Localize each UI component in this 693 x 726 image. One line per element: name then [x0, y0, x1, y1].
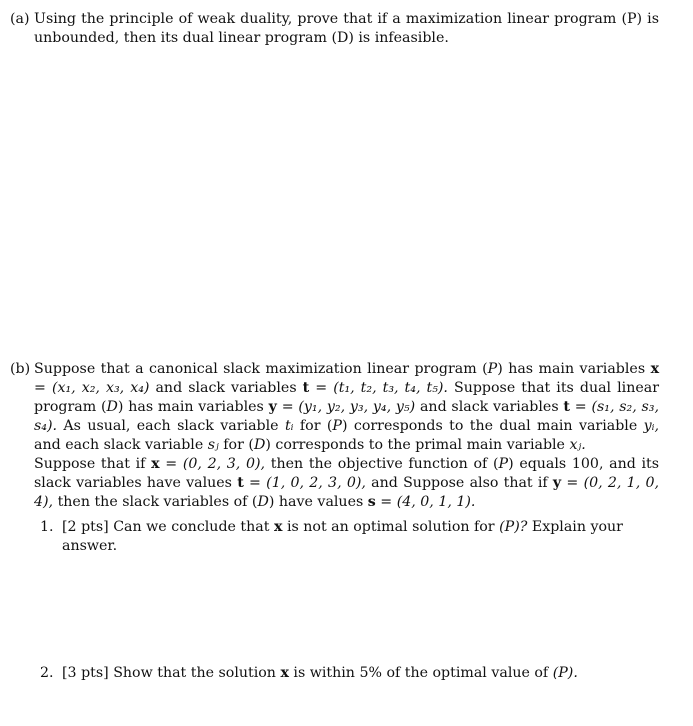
problem-a-label: (a)	[10, 11, 30, 27]
x-value: (0, 2, 3, 0),	[182, 456, 266, 472]
problem-b	[10, 360, 659, 512]
t-value: (1, 0, 2, 3, 0),	[266, 475, 366, 491]
y-value: (0, 2, 1, 0, 4),	[34, 475, 659, 510]
question-2-number: 2.	[40, 665, 54, 681]
question-1-number: 1.	[40, 519, 54, 535]
y-vector: (y₁, y₂, y₃, y₄, y₅)	[298, 399, 416, 415]
t-vector: (t₁, t₂, t₃, t₄, t₅).	[333, 380, 448, 396]
problem-b-paragraph-1: Suppose that a canonical slack maximization linear program (P) has main variables x = (x₁, x₂, x₃, x₄) and slack variables t = (t₁, t₂, t₃, t₄, t₅). Suppose that its dual linear program (D) has main variables y = (y₁, y₂, y₃, y₄, y₅) and slack variables t = (s₁, s₂, s₃, s₄). As usual, each slack variable tᵢ for (P) corresponds to the dual main variable yᵢ, and each slack variable sⱼ for (D) corresponds to the primal main variable xⱼ.	[34, 361, 660, 453]
question-1-text: [2 pts] Can we conclude that x is not an optimal solution for (P)? Explain your answer.	[62, 519, 623, 554]
s-vector: (s₁, s₂, s₃, s₄).	[34, 399, 660, 434]
s-value: (4, 0, 1, 1).	[396, 494, 476, 510]
problem-a	[10, 10, 659, 48]
problem-b-label: (b)	[10, 361, 31, 377]
question-2	[40, 664, 663, 683]
problem-b-paragraph-2: Suppose that if x = (0, 2, 3, 0), then the objective function of (P) equals 100, and its slack variables have values t = (1, 0, 2, 3, 0), and Suppose also that if y = (0, 2, 1, 0, 4), then the slack variables of (D) have values s = (4, 0, 1, 1).	[34, 456, 660, 510]
x-vector: (x₁, x₂, x₃, x₄)	[51, 380, 150, 396]
problem-b-text	[34, 360, 659, 512]
question-1	[40, 518, 663, 556]
question-2-text: [3 pts] Show that the solution x is within 5% of the optimal value of (P).	[62, 665, 578, 681]
problem-a-text: Using the principle of weak duality, prove that if a maximization linear program (P) is unbounded, then its dual linear program (D) is infeasible.	[34, 11, 659, 46]
